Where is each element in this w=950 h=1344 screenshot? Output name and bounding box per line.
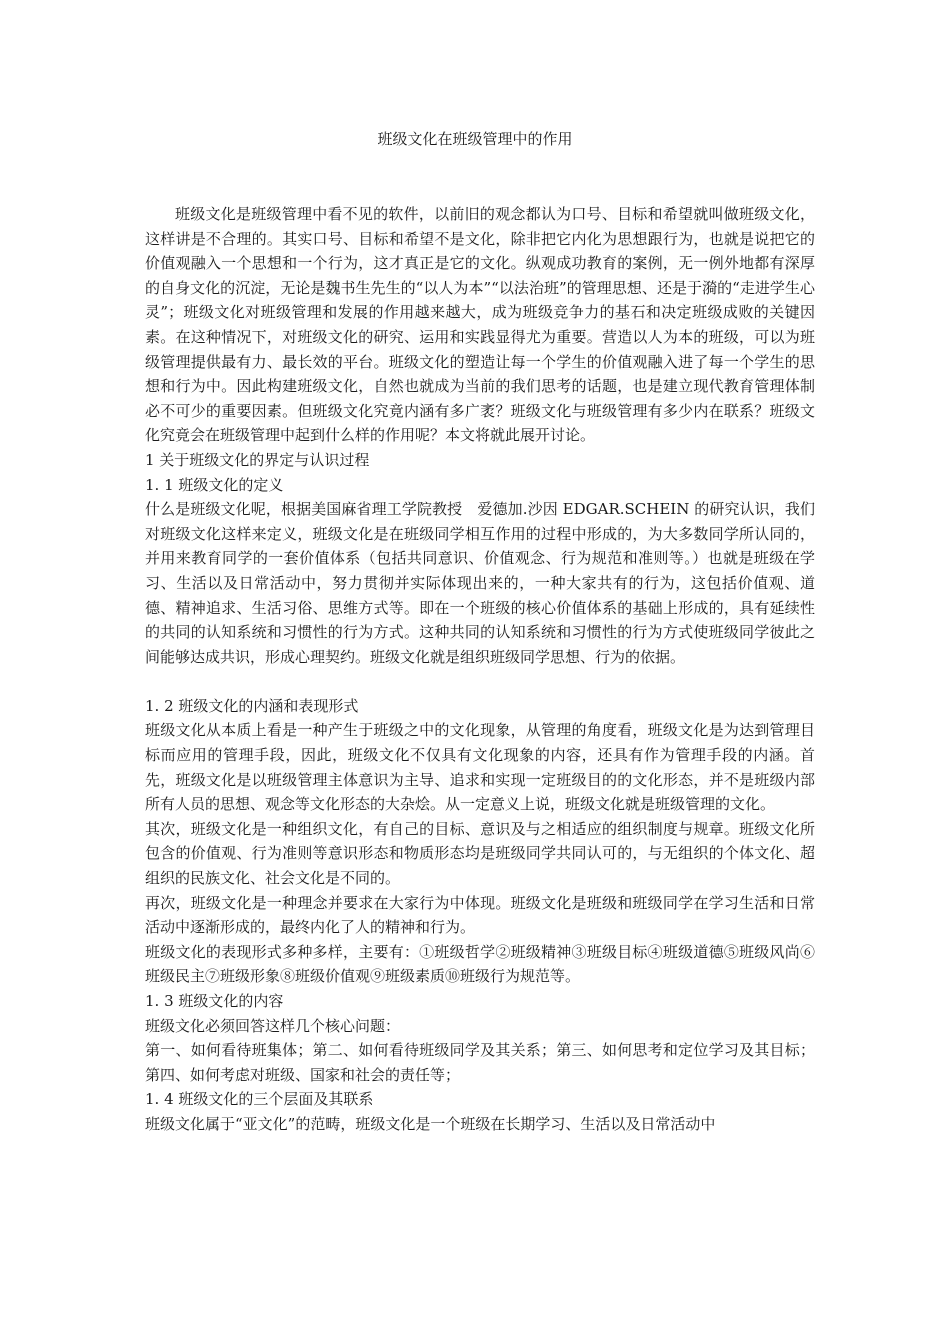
document-title: 班级文化在班级管理中的作用 [377,130,573,148]
section-heading: 1. 1 班级文化的定义 [145,475,284,494]
body-paragraph: 其次，班级文化是一种组织文化，有自己的目标、意识及与之相适应的组织制度与规章。班级文化所包含的价值观、行为准则等意识形态和物质形态均是班级同学共同认可的，与无组织的个体文化、超组织的民族文化、社会文化是不同的。 [145,819,815,888]
body-paragraph: 再次，班级文化是一种理念并要求在大家行为中体现。班级文化是班级和班级同学在学习生活和日常活动中逐渐形成的，最终内化了人的精神和行为。 [145,893,815,937]
body-paragraph: 班级文化必须回答这样几个核心问题： [145,1016,401,1035]
body-paragraph: 班级文化的表现形式多种多样，主要有：①班级哲学②班级精神③班级目标④班级道德⑤班级风尚⑥班级民主⑦班级形象⑧班级价值观⑨班级素质⑩班级行为规范等。 [145,942,815,986]
body-paragraph: 第一、如何看待班集体；第二、如何看待班级同学及其关系；第三、如何思考和定位学习及其目标；第四、如何考虑对班级、国家和社会的责任等； [145,1041,815,1084]
body-paragraph: 班级文化从本质上看是一种产生于班级之中的文化现象，从管理的角度看，班级文化是为达到管理目标而应用的管理手段，因此，班级文化不仅具有文化现象的内容，还具有作为管理手段的内涵。首先，班级文化是以班级管理主体意识为主导、追求和实现一定班级目的的文化形态，并不是班级内部所有人员的思想、观念等文化形态的大杂烩。从一定意义上说，班级文化就是班级管理的文化。 [145,721,815,814]
body-paragraph: 什么是班级文化呢，根据美国麻省理工学院教授 爱德加.沙因 EDGAR.SCHEIN 的研究认识，我们对班级文化这样来定义，班级文化是在班级同学相互作用的过程中形成的，为大多数同学所认同的，并用来教育同学的一套价值体系（包括共同意识、价值观念、行为规范和准则等。）也就是班级在学习、生活以及日常活动中，努力贯彻并实际体现出来的，一种大家共有的行为，这包括价值观、道德、精神追求、生活习俗、思维方式等。即在一个班级的核心价值体系的基础上形成的，具有延续性的共同的认知系统和习惯性的行为方式。这种共同的认知系统和习惯性的行为方式使班级同学彼此之间能够达成共识，形成心理契约。班级文化就是组织班级同学思想、行为的依据。 [145,500,815,666]
section-heading: 1. 3 班级文化的内容 [145,992,284,1010]
section-heading: 1. 4 班级文化的三个层面及其联系 [145,1090,374,1109]
section-heading: 1 关于班级文化的界定与认识过程 [145,450,370,469]
body-paragraph: 班级文化是班级管理中看不见的软件，以前旧的观念都认为口号、目标和希望就叫做班级文化，这样讲是不合理的。其实口号、目标和希望不是文化，除非把它内化为思想跟行为，也就是说把它的价值观融入一个思想和一个行为，这才真正是它的文化。纵观成功教育的案例，无一例外地都有深厚的自身文化的沉淀，无论是魏书生先生的“以人为本”“以法治班”的管理思想、还是于漪的“走进学生心灵”；班级文化对班级管理和发展的作用越来越大，成为班级竞争力的基石和决定班级成败的关键因素。在这种情况下，对班级文化的研究、运用和实践显得尤为重要。营造以人为本的班级，可以为班级管理提供最有力、最长效的平台。班级文化的塑造让每一个学生的价值观融入进了每一个学生的思想和行为中。因此构建班级文化，自然也就成为当前的我们思考的话题，也是建立现代教育管理体制必不可少的重要因素。但班级文化究竟内涵有多广袤？班级文化与班级管理有多少内在联系？班级文化究竟会在班级管理中起到什么样的作用呢？本文将就此展开讨论。 [145,205,815,445]
blank-line [145,669,815,694]
body-paragraph: 班级文化属于“亚文化”的范畴，班级文化是一个班级在长期学习、生活以及日常活动中 [145,1114,716,1133]
section-heading: 1. 2 班级文化的内涵和表现形式 [145,696,359,715]
document-body [145,202,815,1137]
